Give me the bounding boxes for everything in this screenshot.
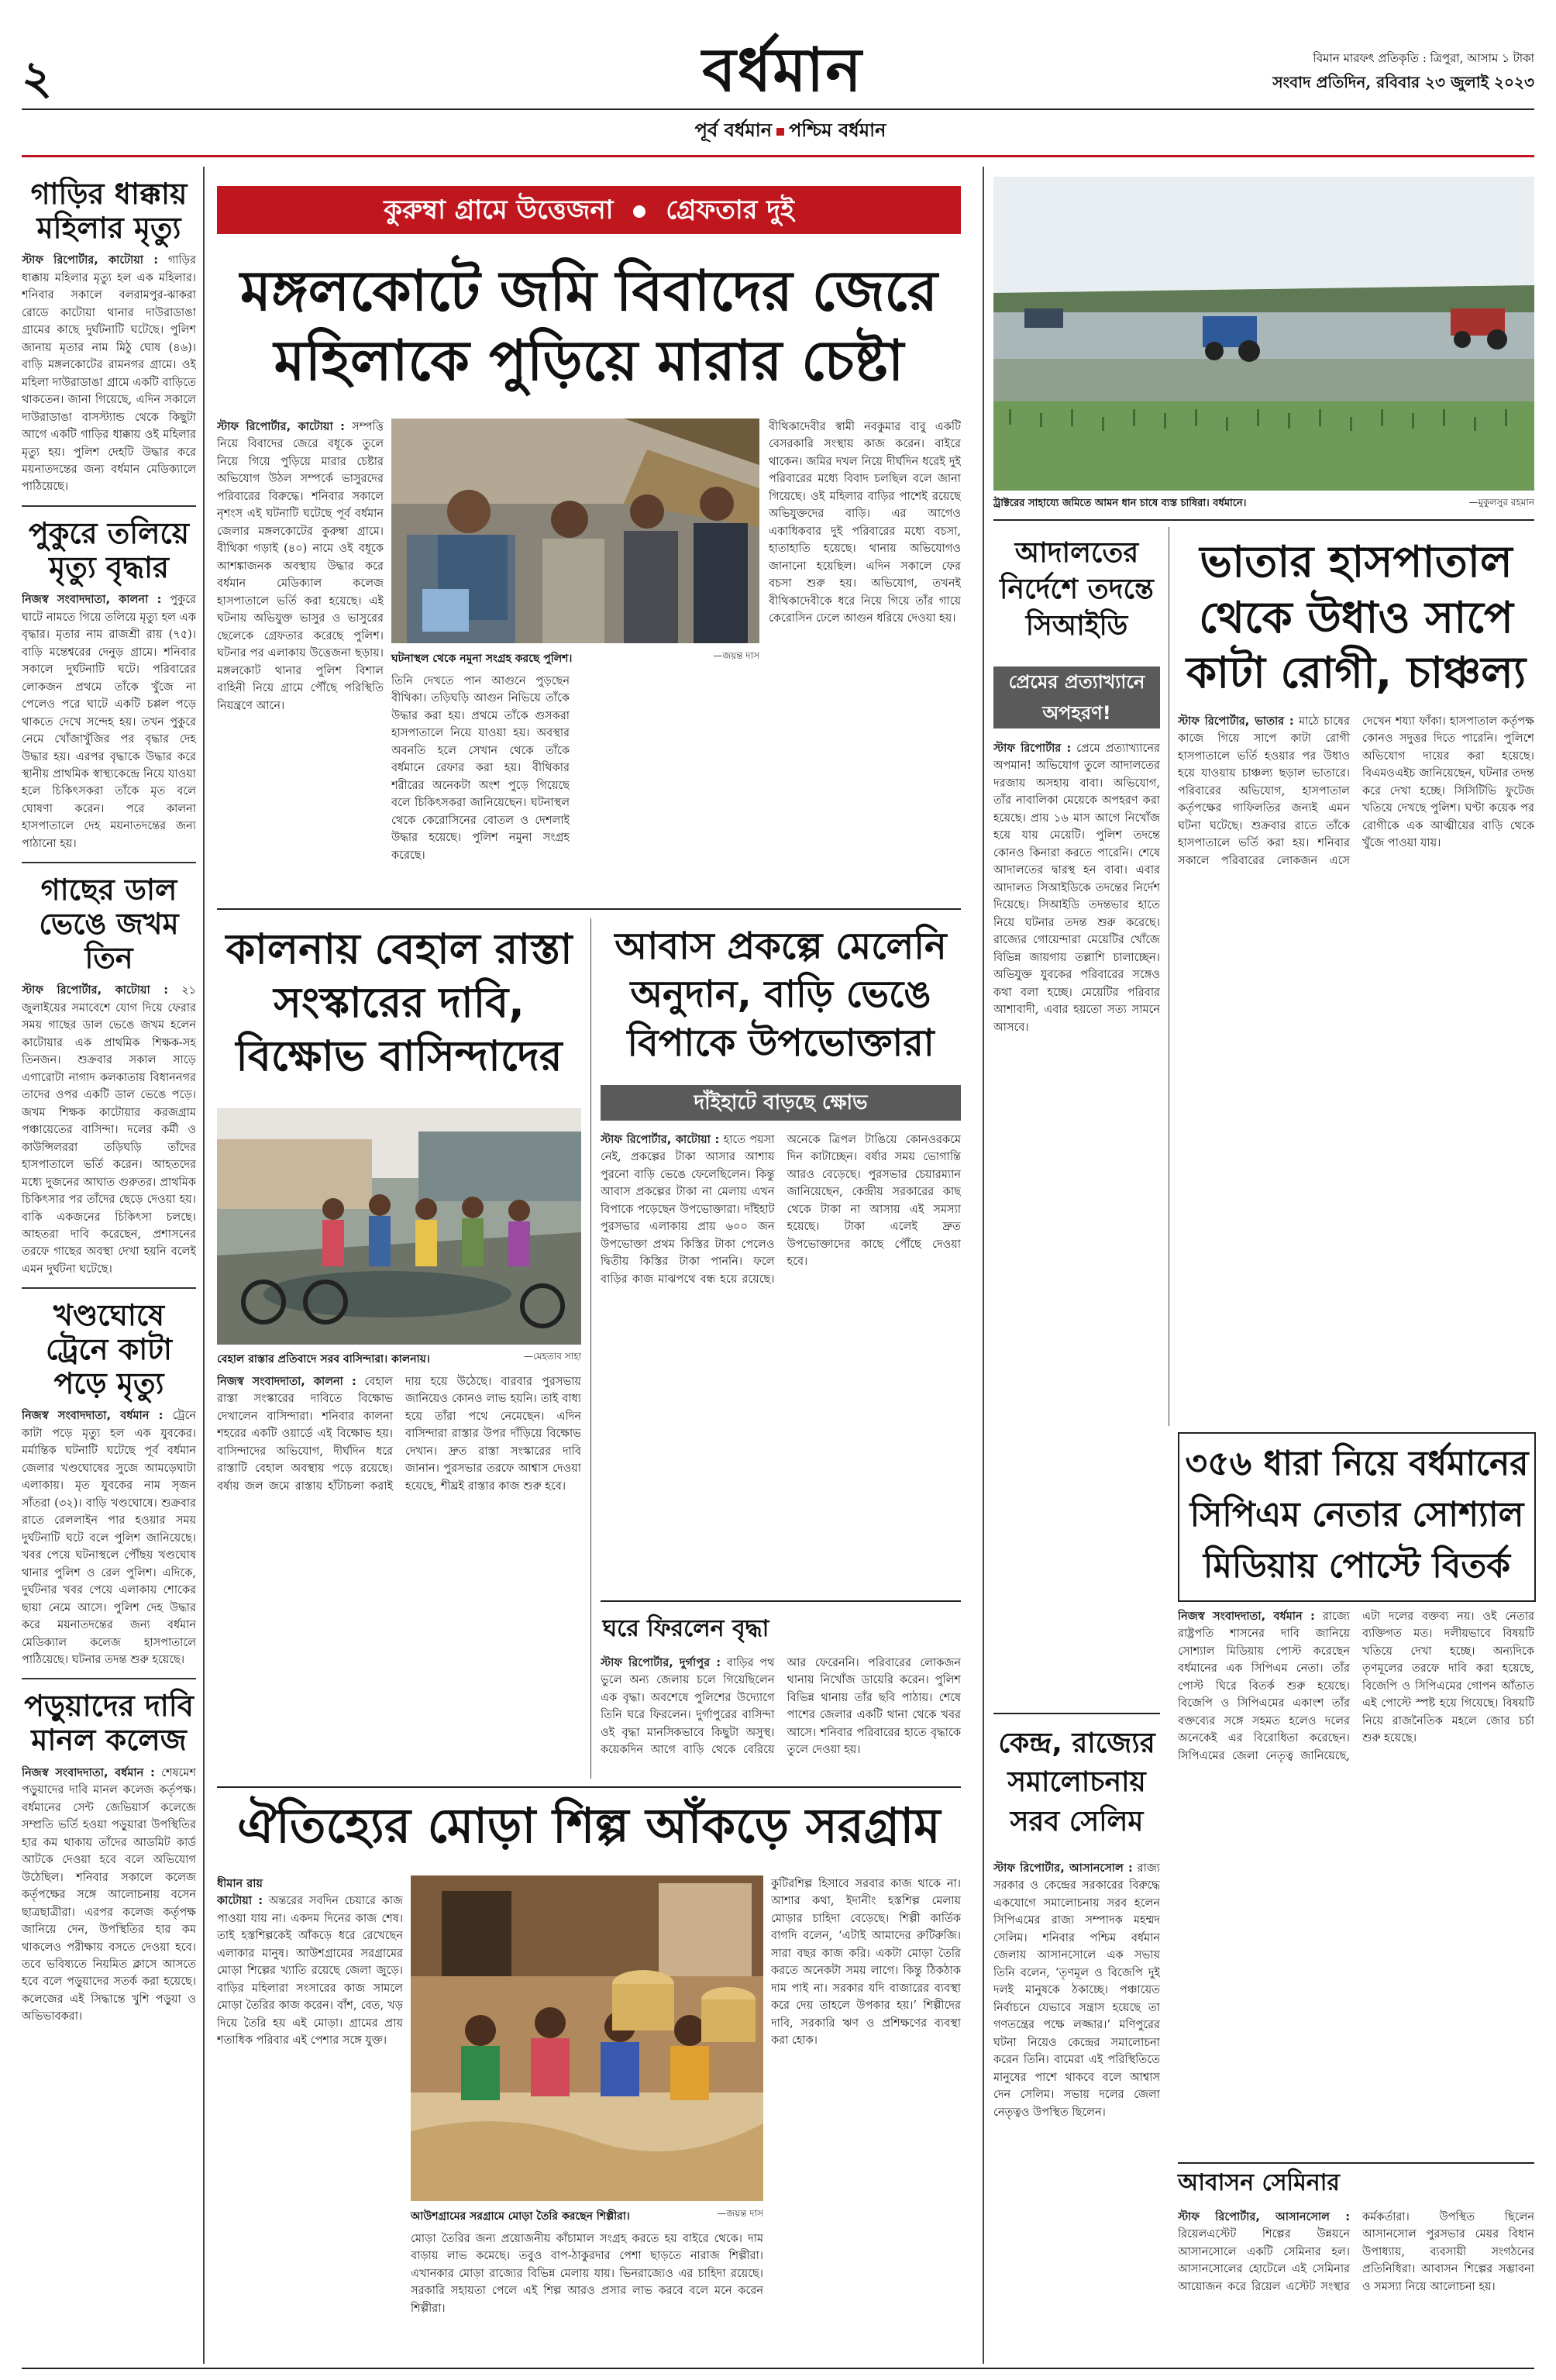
photo-credit: —জয়ন্ত দাস	[713, 650, 759, 661]
separator-square-icon	[776, 128, 784, 136]
kicker-right: গ্রেফতার দুই	[666, 195, 794, 226]
story-pond	[22, 591, 196, 852]
left-column	[22, 177, 196, 2362]
caption-text: ট্রাক্টরের সাহায্যে জমিতে আমন ধান চাষে ব্যস্ত চাষিরা। বর্ধমানে।	[993, 498, 1247, 509]
lead-body-col3: বীথিকাদেবীর স্বামী নবকুমার বাবু একটি বেসরকারি সংস্থায় কাজ করেন। বাইরে থাকেন। জমির দখল নিয়ে দীর্ঘদিন ধরেই দুই পরিবারের মধ্যে বিবাদ চলছিল বলে জানা গিয়েছে। ওই মহিলার বাড়ির পাশেই রয়েছে অভিযুক্তদের বাড়ি। এর আগেও একাধিকবার দুই পরিবারের মধ্যে বচসা, হাতাহাতি হয়েছে। থানায় অভিযোগও জানানো হয়েছিল। এদিন সকালে ফের বচসা শুরু হয়। অভিযোগ, তখনই বীথিকাদেবীকে ধরে নিয়ে গিয়ে তাঁর গায়ে কেরোসিন ঢেলে আগুন ধরিয়ে দেওয়া হয়।	[769, 421, 961, 625]
body-text: বাড়ির পথ ভুলে অন্য জেলায় চলে গিয়েছিলেন এক বৃদ্ধা। অবশেষে পুলিশের উদ্যোগে তিনি ঘরে ফিরলেন। দুর্গাপুরের বাসিন্দা ওই বৃদ্ধা মানসিকভাবে কিছুটা অসুস্থ। কয়েকদিন আগে বাড়ি থেকে বেরিয়ে আর ফেরেননি। পরিবারের লোকজন থানায় নিখোঁজ ডায়েরি করেন। পুলিশ বিভিন্ন থানায় তাঁর ছবি পাঠায়। শেষে পাশের জেলার একটি থানা থেকে খবর আসে। শনিবার পরিবারের হাতে বৃদ্ধাকে তুলে দেওয়া হয়।	[601, 1657, 961, 1757]
lead-body-col1	[217, 418, 384, 899]
lead-photo	[391, 418, 759, 643]
masthead-title: বর্ধমান	[702, 35, 863, 105]
cid-headline: আদালতের নির্দেশে তদন্তে সিআইডি	[1000, 536, 1154, 642]
ghore-headline: ঘরে ফিরলেন বৃদ্ধা	[602, 1615, 769, 1642]
bhatar-headline: ভাতার হাসপাতাল থেকে উধাও সাপে কাটা রোগী, চাঞ্চল্য	[1186, 537, 1527, 699]
abas-subhead-bar: দাঁইহাটে বাড়ছে ক্ষোভ	[601, 1085, 961, 1121]
byline: স্টাফ রিপোর্টার, কাটোয়া :	[22, 254, 159, 267]
byline: স্টাফ রিপোর্টার, কাটোয়া :	[22, 984, 169, 997]
caption-text: আউশগ্রামের সরগ্রামে মোড়া তৈরি করছেন শিল্পীরা।	[411, 2210, 630, 2223]
story-accident	[22, 252, 196, 496]
bullet-icon	[633, 205, 645, 218]
dhara-body	[1178, 1608, 1534, 2151]
lead-headline-line2: মহিলাকে পুড়িয়ে মারার চেষ্টা	[274, 328, 904, 393]
photo-credit: —মুকুলসুর রহমান	[1468, 497, 1534, 508]
byline: স্টাফ রিপোর্টার :	[993, 742, 1072, 755]
mora-headline: ঐতিহ্যের মোড়া শিল্প আঁকড়ে সরগ্রাম	[237, 1797, 941, 1854]
kalna-body	[217, 1373, 581, 1776]
masthead-red-rule	[22, 155, 1534, 157]
seminar-headline: আবাসন সেমিনার	[1178, 2169, 1340, 2196]
farm-bottom-rule	[993, 519, 1534, 521]
mora-top-rule	[217, 1786, 961, 1788]
seminar-body	[1178, 2209, 1534, 2364]
body-text: ২১ জুলাইয়ের সমাবেশে যোগ দিয়ে ফেরার সময় গাছের ডাল ভেঙে জখম হলেন কাটোয়ার এক প্রাথমিক শিক্ষক-সহ তিনজন। শুক্রবার সকাল সাড়ে এগারোটা নাগাদ কলকাতায় বিধাননগর তাদের ওপর একটি ডাল ভেঙে পড়ে। জখম শিক্ষক কাটোয়ার করজগ্রাম পঞ্চায়েতের বাসিন্দা। দলের কর্মী ও কাউন্সিলররা তড়িঘড়ি তাঁদের হাসপাতালে ভর্তি করেন। আহতদের মধ্যে দুজনের আঘাত গুরুতর। প্রাথমিক চিকিৎসার পর তাঁদের ছেড়ে দেওয়া হয়। বাকি একজনের চিকিৎসা চলছে। আহতরা দাবি করেছেন, প্রশাসনের তরফে গাছের অবস্থা দেখা হয়নি বলেই এমন দুর্ঘটনা ঘটেছে।	[22, 984, 196, 1276]
sub-edition-east: পূর্ব বর্ধমান	[694, 119, 773, 141]
body-text: অন্তরের সবদিন চেয়ারে কাজ পাওয়া যায় না। একদম দিনের কাজ শেষ। তাই হস্তশিল্পকেই আঁকড়ে ধরে রেখেছেন এলাকার মানুষ। আউশগ্রামের সরগ্রামের মোড়া শিল্পের খ্যাতি রয়েছে জেলা জুড়ে। বাড়ির মহিলারা সংসারের কাজ সামলে মোড়া তৈরির কাজ করেন। বাঁশ, বেত, খড় দিয়ে তৈরি হয় এই মোড়া। গ্রামের প্রায় শতাধিক পরিবার এই পেশার সঙ্গে যুক্ত।	[217, 1895, 403, 2048]
byline: নিজস্ব সংবাদদাতা, বর্ধমান :	[22, 1410, 164, 1423]
lead-headline	[217, 256, 961, 395]
body-text: রিয়েলএস্টেট শিল্পের উন্নয়নে আসানসোলে একটি সেমিনার হল। আসানসোলের হোটেলে এই সেমিনার আয়োজন করে রিয়েল এস্টেট সংস্থার কর্মকর্তারা। উপস্থিত ছিলেন আসানসোল পুরসভার মেয়র বিধান উপাধ্যায়, ব্যবসায়ী সংগঠনের প্রতিনিধিরা। আবাসন শিল্পের সম্ভাবনা ও সমস্যা নিয়ে আলোচনা হয়।	[1178, 2211, 1534, 2293]
lead-headline-line1: মঙ্গলকোটে জমি বিবাদের জেরে	[239, 258, 938, 323]
byline: ধীমান রায়	[217, 1878, 263, 1890]
headline-train: খণ্ডঘোষে ট্রেনে কাটা পড়ে মৃত্যু	[46, 1297, 172, 1400]
dateline: কাটোয়া :	[217, 1895, 263, 1908]
lead-body-col2: তিনি দেখতে পান আগুনে পুড়ছেন বীথিকা। তড়িঘড়ি আগুন নিভিয়ে তাঁকে উদ্ধার করা হয়। প্রথমে তাঁকে গুসকরা হাসপাতালে নিয়ে যাওয়া হয়। অবস্থার অবনতি হলে সেখান থেকে তাঁকে বর্ধমানে রেফার করা হয়। বীথিকার শরীরের অনেকটা অংশ পুড়ে গিয়েছে বলে চিকিৎসকরা জানিয়েছেন। ঘটনাস্থল থেকে কেরোসিনের বোতল ও দেশলাই উদ্ধার হয়েছে। পুলিশ নমুনা সংগ্রহ করেছে।	[391, 675, 570, 862]
body-text: শেষমেশ পড়ুয়াদের দাবি মানল কলেজ কর্তৃপক্ষ। বর্ধমানের সেন্ট জেভিয়ার্স কলেজে সম্প্রতি ভর্তি হওয়া পড়ুয়ারা উপস্থিতির হার কম থাকায় তাঁদের আডমিট কার্ড আটকে দেওয়া হবে বলে অভিযোগ উঠেছিল। শনিবার সকালে কলেজ কর্তৃপক্ষের সঙ্গে আলোচনায় বসেন ছাত্রছাত্রীরা। এরপর কলেজ কর্তৃপক্ষ জানিয়ে দেন, উপস্থিতির হার কম থাকলেও পরীক্ষায় বসতে দেওয়া হবে। তবে ভবিষ্যতে নিয়মিত ক্লাসে আসতে হবে বলে পড়ুয়াদের সতর্ক করা হয়েছে। কলেজের এই সিদ্ধান্তে খুশি পড়ুয়া ও অভিভাবকরা।	[22, 1766, 196, 2024]
story-branch	[22, 982, 196, 1278]
inner-rule	[590, 918, 591, 1779]
kalna-photo-caption	[217, 1350, 581, 1369]
kicker-left: কুরুম্বা গ্রামে উত্তেজনা	[384, 195, 614, 226]
artisans-photo-illustration	[411, 1875, 763, 2201]
byline: স্টাফ রিপোর্টার, কাটোয়া :	[601, 1134, 720, 1146]
farm-photo-caption	[993, 496, 1534, 512]
abas-bottom-rule	[601, 1600, 961, 1602]
edition-note: বিমান মারফৎ প্রতিকৃতি : ত্রিপুরা, আসাম ১ টাকা	[1313, 51, 1534, 65]
police-photo-illustration	[391, 418, 759, 643]
body-text: মাঠে চাষের কাজে গিয়ে সাপে কাটা রোগী হাসপাতালে ভর্তি হওয়ার পর উধাও হয়ে যাওয়ায় চাঞ্চল্য ছড়াল ভাতারে। পরিবারের অভিযোগ, হাসপাতাল কর্তৃপক্ষের গাফিলতির জন্যই এমন ঘটনা ঘটেছে। শুক্রবার রাতে তাঁকে হাসপাতালে ভর্তি করা হয়। শনিবার সকালে পরিবারের লোকজন এসে দেখেন শয্যা ফাঁকা। হাসপাতাল কর্তৃপক্ষ কোনও সদুত্তর দিতে পারেনি। পুলিশে অভিযোগ দায়ের করা হয়েছে। বিএমওএইচ জানিয়েছেন, ঘটনার তদন্ত করে দেখা হচ্ছে। সিসিটিভি ফুটেজ খতিয়ে দেখছে পুলিশ। ঘণ্টা কয়েক পর রোগীকে এক আত্মীয়ের বাড়ি থেকে খুঁজে পাওয়া যায়।	[1178, 715, 1534, 867]
abas-headline: আবাস প্রকল্পে মেলেনি অনুদান, বাড়ি ভেঙে বিপাকে উপভোক্তারা	[614, 925, 947, 1065]
abas-body	[601, 1131, 961, 1593]
byline: স্টাফ রিপোর্টার, দুর্গাপুর :	[601, 1657, 721, 1669]
story-college	[22, 1765, 196, 2026]
sub-edition-west: পশ্চিম বর্ধমান	[789, 119, 886, 141]
page-number: ২	[22, 51, 53, 105]
caption-text: ঘটনাস্থল থেকে নমুনা সংগ্রহ করছে পুলিশ।	[391, 653, 573, 665]
body-text: সম্পত্তি নিয়ে বিবাদের জেরে বধূকে তুলে নিয়ে গিয়ে পুড়িয়ে মারার চেষ্টার অভিযোগ উঠল সম্পর্কে ভাসুরদের পরিবারের বিরুদ্ধে। শনিবার সকালে নৃশংস এই ঘটনাটি ঘটেছে পূর্ব বর্ধমান জেলার মঙ্গলকোটের কুরুম্বা গ্রামে। বীথিকা গড়াই (৪০) নামে ওই বধূকে আশঙ্কাজনক অবস্থায় উদ্ধার করে বর্ধমান মেডিক্যাল কলেজ হাসপাতালে ভর্তি করা হয়েছে। এই ঘটনায় অভিযুক্ত ভাসুর ও ভাসুরের ছেলেকে গ্রেফতার করেছে পুলিশ। ঘটনার পর এলাকায় উত্তেজনা ছড়ায়। মঙ্গলকোট থানার পুলিশ বিশাল বাহিনী নিয়ে গ্রামে পৌঁছে পরিস্থিতি নিয়ন্ত্রণে আনে।	[217, 421, 384, 712]
road-protest-photo-illustration	[217, 1108, 581, 1345]
page-bottom-rule	[22, 2368, 1534, 2369]
body-text: গাড়ির ধাক্কায় মহিলার মৃত্যু হল এক মহিলার। শনিবার সকালে বলরামপুর-ঝাকরা রোডে কাটোয়া থানার দাউরাডাঙা গ্রামের কাছে দুর্ঘটনাটি ঘটেছে। পুলিশ জানায় মৃতার নাম মিঠু ঘোষ (৪৬)। বাড়ি মঙ্গলকোটের রামনগর গ্রামে। ওই মহিলা দাউরাডাঙা গ্রামে একটি বাড়িতে থাকতেন। জানা গিয়েছে, এদিন সকালে দাউরাডাঙা বাসস্ট্যান্ড থেকে কিছুটা আগে একটি গাড়ির ধাক্কায় ওই মহিলার মৃত্যু হয়। পুলিশ দেহটি উদ্ধার করে ময়নাতদন্তের জন্য বর্ধমান মেডিক্যালে পাঠিয়েছে।	[22, 254, 196, 494]
date-line: সংবাদ প্রতিদিন, রবিবার ২৩ জুলাই ২০২৩	[1272, 73, 1534, 91]
byline: নিজস্ব সংবাদদাতা, কালনা :	[22, 594, 162, 607]
caption-text: বেহাল রাস্তার প্রতিবাদে সরব বাসিন্দারা। কালনায়।	[217, 1353, 430, 1366]
headline-branch: গাছের ডাল ভেঙে জখম তিন	[39, 872, 179, 975]
dhara-headline: ৩৫৬ ধারা নিয়ে বর্ধমানের সিপিএম নেতার সোশ্যাল মিডিয়ায় পোস্টে বিতর্ক	[1185, 1444, 1529, 1586]
headline-pond: পুকুরে তলিয়ে মৃত্যু বৃদ্ধার	[28, 515, 190, 584]
byline: স্টাফ রিপোর্টার, আসানসোল :	[1178, 2211, 1350, 2223]
kalna-headline: কালনায় বেহাল রাস্তা সংস্কারের দাবি, বিক্ষোভ বাসিন্দাদের	[225, 925, 573, 1081]
headline-college: পড়ুয়াদের দাবি মানল কলেজ	[24, 1688, 194, 1758]
story-train	[22, 1407, 196, 1669]
tractor-field-photo-illustration	[993, 177, 1534, 491]
lead-kicker-bar	[217, 186, 961, 234]
byline: নিজস্ব সংবাদদাতা, কালনা :	[217, 1376, 356, 1388]
column-rule-2	[983, 167, 984, 2364]
dhara-headline-box	[1178, 1432, 1536, 1602]
byline: স্টাফ রিপোর্টার, আসানসোল :	[993, 1862, 1133, 1875]
farm-photo	[993, 177, 1534, 491]
cid-subhead-bar: প্রেমের প্রত্যাখ্যানে অপহরণ!	[993, 666, 1160, 728]
column-rule-1	[203, 167, 205, 2364]
byline: নিজস্ব সংবাদদাতা, বর্ধমান :	[1178, 1610, 1315, 1623]
mora-body-col1	[217, 1875, 403, 2364]
kendra-body	[993, 1860, 1160, 2364]
ghore-body	[601, 1655, 961, 1779]
body-text: বেহাল রাস্তা সংস্কারের দাবিতে বিক্ষোভ দেখালেন বাসিন্দারা। শনিবার কালনা শহরের একটি ওয়ার্ডে এই বিক্ষোভ হয়। বাসিন্দাদের অভিযোগ, দীর্ঘদিন ধরে রাস্তাটি বেহাল অবস্থায় পড়ে রয়েছে। বর্ষায় জল জমে রাস্তায় হাঁটাচলা করাই দায় হয়ে উঠেছে। বারবার পুরসভায় জানিয়েও কোনও লাভ হয়নি। তাই বাধ্য হয়ে তাঁরা পথে নেমেছেন। এদিন বাসিন্দারা রাস্তার উপর দাঁড়িয়ে বিক্ষোভ দেখান। দ্রুত রাস্তা সংস্কারের দাবি জানান। পুরসভার তরফে আশ্বাস দেওয়া হয়েছে, শীঘ্রই রাস্তার কাজ শুরু হবে।	[217, 1376, 581, 1493]
body-text: পুকুরে ঘাটে নামতে গিয়ে তলিয়ে মৃত্যু হল এক বৃদ্ধার। মৃতার নাম রাজশ্রী রায় (৭৫)। বাড়ি মন্তেশ্বরের দেনুড় গ্রামে। শনিবার সকালে দুর্ঘটনাটি ঘটে। পরিবারের লোকজন প্রথমে তাঁকে খুঁজে না পেলেও পরে ঘাটে একটি চপ্পল পড়ে থাকতে দেখে সন্দেহ হয়। তখন পুকুরে নেমে খোঁজাখুঁজির পর বৃদ্ধার দেহ উদ্ধার হয়। এরপর বৃদ্ধাকে উদ্ধার করে স্থানীয় প্রাথমিক স্বাস্থ্যকেন্দ্রে নিয়ে যাওয়া হলে চিকিৎসকরা তাঁকে মৃত বলে ঘোষণা করেন। পরে কালনা হাসপাতালে দেহ ময়নাতদন্তের জন্য পাঠানো হয়।	[22, 594, 196, 850]
bhatar-body	[1178, 713, 1534, 1426]
byline: নিজস্ব সংবাদদাতা, বর্ধমান :	[22, 1766, 155, 1779]
lead-bottom-rule	[217, 908, 961, 910]
headline-accident: গাড়ির ধাক্কায় মহিলার মৃত্যু	[30, 177, 188, 245]
kendra-headline: কেন্দ্র, রাজ্যের সমালোচনায় সরব সেলিম	[998, 1727, 1155, 1838]
mora-body-col2: মোড়া তৈরির জন্য প্রয়োজনীয় কাঁচামাল সংগ্রহ করতে হয় বাইরে থেকে। দাম বাড়ায় লাভ কমেছে। তবুও বাপ-ঠাকুরদার পেশা ছাড়তে নারাজ শিল্পীরা। এখানকার মোড়া রাজ্যের বিভিন্ন মেলায় যায়। ভিনরাজ্যেও এর চাহিদা রয়েছে। সরকারি সহায়তা পেলে এই শিল্প আরও প্রসার লাভ করবে বলে মনে করেন শিল্পীরা।	[411, 2233, 763, 2315]
kalna-photo	[217, 1108, 581, 1345]
photo-credit: —মেহতাব সাহা	[523, 1351, 581, 1362]
sub-editions	[666, 116, 914, 147]
body-text: রাজ্যে রাষ্ট্রপতি শাসনের দাবি জানিয়ে সোশ্যাল মিডিয়ায় পোস্ট করেছেন বর্ধমানের এক সিপিএম নেতা। তাঁর পোস্ট ঘিরে বিতর্ক শুরু হয়েছে। বিজেপি ও সিপিএমের একাংশ তাঁর বক্তব্যের সঙ্গে সহমত হলেও দলের অনেকেই এর বিরোধিতা করেছেন। সিপিএমের জেলা নেতৃত্ব জানিয়েছে, এটা দলের বক্তব্য নয়। ওই নেতার ব্যক্তিগত মত। দলীয়ভাবে বিষয়টি খতিয়ে দেখা হচ্ছে। অন্যদিকে তৃণমূলের তরফে দাবি করা হয়েছে, বিজেপি ও সিপিএমের গোপন আঁতাত এই পোস্টে স্পষ্ট হয়ে গিয়েছে। বিষয়টি নিয়ে রাজনৈতিক মহলে জোর চর্চা শুরু হয়েছে।	[1178, 1610, 1534, 1762]
mora-photo-caption	[411, 2207, 763, 2226]
mora-body-col3: কুটিরশিল্প হিসাবে সরবার কাজ থাকে না। আশার কথা, ইদানীং হস্তশিল্প মেলায় মোড়ার চাহিদা বেড়েছে। শিল্পী কার্তিক বাগদি বলেন, ‘এটাই আমাদের রুটিরুজি। সারা বছর কাজ করি। একটা মোড়া তৈরি করতে অনেকটা সময় লাগে। কিন্তু ঠিকঠাক দাম পাই না। সরকার যদি বাজারের ব্যবস্থা করে দেয় তাহলে উপকার হয়।’ শিল্পীদের দাবি, সরকারি ঋণ ও প্রশিক্ষণের ব্যবস্থা করা হোক।	[771, 1878, 961, 2048]
mora-photo	[411, 1875, 763, 2201]
body-text: প্রেমে প্রত্যাখ্যানের অপমান! অভিযোগ তুলে আদালতের দরজায় অসহায় বাবা। অভিযোগ, তাঁর নাবালিকা মেয়েকে অপহরণ করা হয়েছে। প্রায় ১৬ মাস আগে নিখোঁজ হয়ে যায় মেয়েটি। পুলিশ তদন্তে কোনও কিনারা করতে পারেনি। শেষে আদালতের দ্বারস্থ হন বাবা। এবার আদালত সিআইডিকে তদন্তের নির্দেশ দিয়েছে। সিআইডি তদন্তভার হাতে নিয়ে ঘটনার তদন্ত শুরু করেছে। রাজ্যের গোয়েন্দারা মেয়েটির খোঁজে বিভিন্ন জায়গায় তল্লাশি চালাচ্ছেন। অভিযুক্ত যুবকের পরিবারের সঙ্গেও কথা বলা হচ্ছে। মেয়েটির পরিবার আশাবাদী, এবার হয়তো সত্য সামনে আসবে।	[993, 742, 1160, 1034]
body-text: রাজ্য সরকার ও কেন্দ্রের সরকারের বিরুদ্ধে একযোগে সমালোচনায় সরব হলেন সিপিএমের রাজ্য সম্পাদক মহম্মদ সেলিম। শনিবার পশ্চিম বর্ধমান জেলায় আসানসোলে এক সভায় তিনি বলেন, ‘তৃণমূল ও বিজেপি দুই দলই মানুষকে ঠকাচ্ছে। পঞ্চায়েত নির্বাচনে যেভাবে সন্ত্রাস হয়েছে তা গণতন্ত্রের পক্ষে লজ্জার।’ মণিপুরের ঘটনা নিয়েও কেন্দ্রের সমালোচনা করেন তিনি। বামেরা এই পরিস্থিতিতে মানুষের পাশে থাকবে বলে আশ্বাস দেন সেলিম। সভায় দলের জেলা নেতৃত্বও উপস্থিত ছিলেন।	[993, 1862, 1160, 2119]
kendra-top-rule	[993, 1713, 1160, 1714]
lead-body-col2b	[577, 673, 759, 897]
byline: স্টাফ রিপোর্টার, কাটোয়া :	[217, 421, 345, 433]
photo-credit: —জয়ন্ত দাস	[717, 2208, 763, 2219]
body-text: ট্রেনে কাটা পড়ে মৃত্যু হল এক যুবকের। মর্মান্তিক ঘটনাটি ঘটেছে পূর্ব বর্ধমান জেলার খণ্ডঘোষের সুজে আমড়েঘাটা এলাকায়। মৃত যুবকের নাম সৃজন সাঁতরা (৩২)। বাড়ি খণ্ডঘোষে। শুক্রবার রাতে রেললাইন পার হওয়ার সময় দুর্ঘটনাটি ঘটে বলে পুলিশ জানিয়েছে। খবর পেয়ে ঘটনাস্থলে পৌঁছয় খণ্ডঘোষ থানার পুলিশ ও রেল পুলিশ। এদিকে, দুর্ঘটনার খবর পেয়ে এলাকায় শোকের ছায়া নেমে আসে। পুলিশ দেহ উদ্ধার করে ময়নাতদন্তের জন্য বর্ধমান মেডিক্যাল কলেজ হাসপাতালে পাঠিয়েছে। ঘটনার তদন্ত শুরু হয়েছে।	[22, 1410, 196, 1666]
cid-body	[993, 740, 1160, 1701]
body-text: হাতে পয়সা নেই, প্রকল্পের টাকা আসার আশায় পুরনো বাড়ি ভেঙে ফেলেছিলেন। কিন্তু আবাস প্রকল্পের টাকা না মেলায় এখন বিপাকে পড়েছেন উপভোক্তারা। দাঁইহাট পুরসভার এলাকায় প্রায় ৬০০ জন উপভোক্তা প্রথম কিস্তির টাকা পেলেও দ্বিতীয় কিস্তির টাকা পাননি। ফলে বাড়ির কাজ মাঝপথে বন্ধ হয়ে রয়েছে। অনেকে ত্রিপল টাঙিয়ে কোনওরকমে দিন কাটাচ্ছেন। বর্ষার সময় ভোগান্তি আরও বেড়েছে। পুরসভার চেয়ারম্যান জানিয়েছেন, কেন্দ্রীয় সরকারের কাছ থেকে টাকা না আসায় এই সমস্যা হয়েছে। টাকা এলেই দ্রুত উপভোক্তাদের কাছে পৌঁছে দেওয়া হবে।	[601, 1134, 961, 1286]
lead-photo-caption	[391, 649, 759, 668]
byline: স্টাফ রিপোর্টার, ভাতার :	[1178, 715, 1294, 728]
masthead-rule	[22, 108, 1534, 110]
seminar-top-rule	[1178, 2162, 1534, 2164]
